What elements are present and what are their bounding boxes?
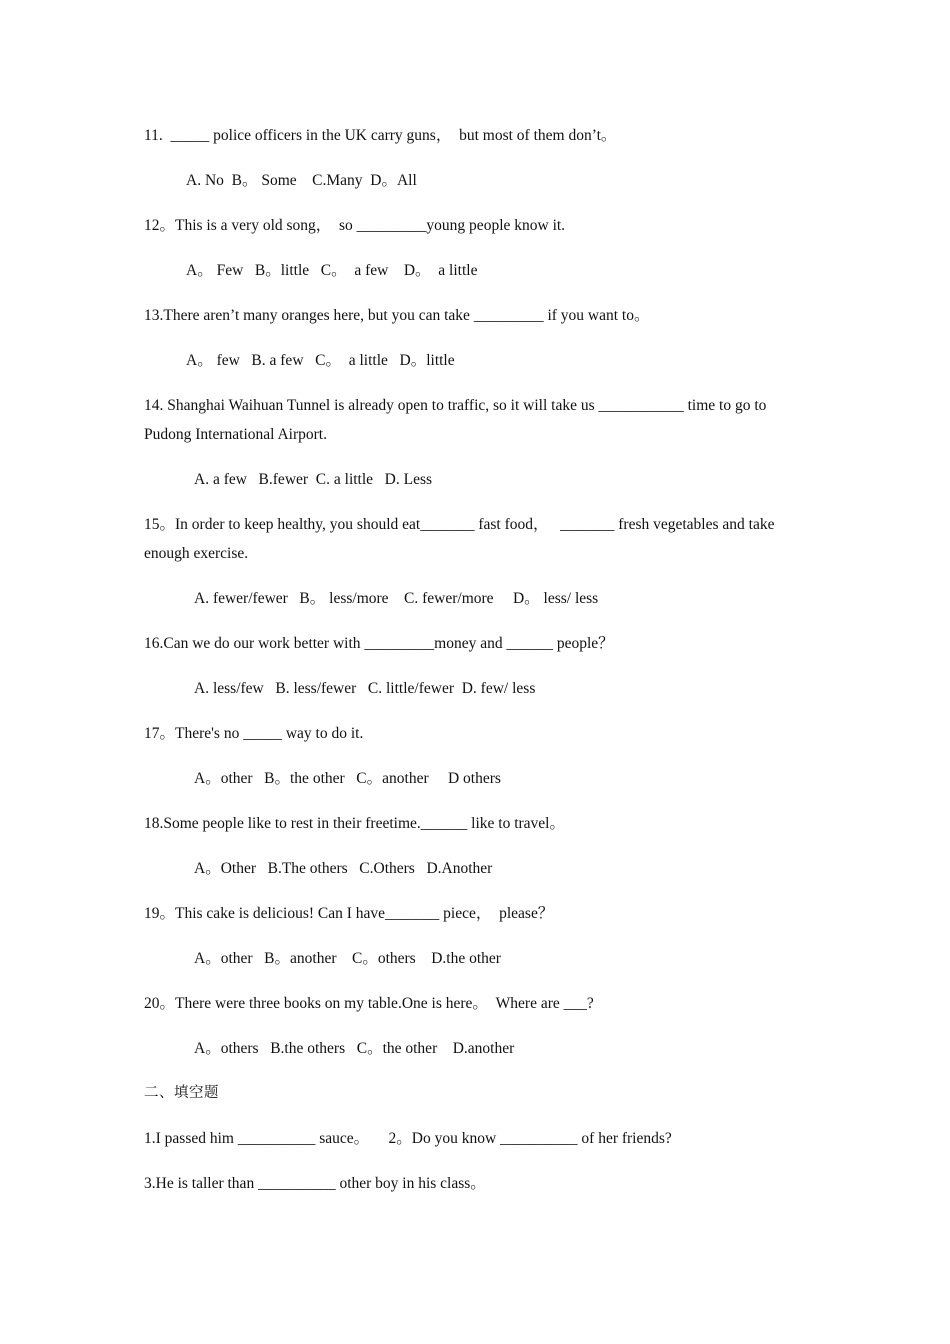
question-options: A。 few B. a few C。 a little D。little — [186, 352, 455, 369]
question-options: A。others B.the others C。the other D.another — [194, 1040, 515, 1057]
fill-blank-line: 1.I passed him __________ sauce。 2。Do you know __________ of her friends? — [144, 1130, 672, 1147]
question-16 — [144, 629, 814, 703]
question-11 — [144, 121, 814, 195]
question-stem: 18.Some people like to rest in their freetime.______ like to travel。 — [144, 815, 565, 832]
question-stem: 14. Shanghai Waihuan Tunnel is already open to traffic, so it will take us ___________ time to go to Pudong International Airport. — [144, 397, 771, 443]
question-options: A。other B。another C。others D.the other — [194, 950, 501, 967]
section-heading: 二、填空题 — [144, 1085, 219, 1101]
exercise-content — [144, 121, 814, 1214]
question-20 — [144, 989, 814, 1063]
question-stem: 15。In order to keep healthy, you should eat_______ fast food， _______ fresh vegetables and take enough exercise. — [144, 516, 779, 562]
question-options: A。other B。the other C。another D others — [194, 770, 501, 787]
question-19 — [144, 899, 814, 973]
question-stem: 11. _____ police officers in the UK carry guns， but most of them don’t。 — [144, 127, 617, 144]
question-stem: 16.Can we do our work better with _________money and ______ people？ — [144, 635, 614, 652]
fill-blank-line: 3.He is taller than __________ other boy in his class。 — [144, 1175, 486, 1192]
question-14 — [144, 391, 814, 494]
question-stem: 17。There's no _____ way to do it. — [144, 725, 364, 742]
question-stem: 20。There were three books on my table.One is here。 Where are ___? — [144, 995, 594, 1012]
question-18 — [144, 809, 814, 883]
question-stem: 13.There aren’t many oranges here, but you can take _________ if you want to。 — [144, 307, 650, 324]
question-options: A. less/few B. less/fewer C. little/fewer D. few/ less — [194, 680, 536, 697]
question-stem: 12。This is a very old song， so _________young people know it. — [144, 217, 566, 234]
question-13 — [144, 301, 814, 375]
question-options: A. fewer/fewer B。 less/more C. fewer/more D。 less/ less — [194, 590, 599, 607]
question-options: A。 Few B。little C。 a few D。 a little — [186, 262, 478, 279]
question-12 — [144, 211, 814, 285]
question-options: A. a few B.fewer C. a little D. Less — [194, 471, 433, 488]
question-options: A。Other B.The others C.Others D.Another — [194, 860, 493, 877]
question-stem: 19。This cake is delicious! Can I have_______ piece， please？ — [144, 905, 554, 922]
question-17 — [144, 719, 814, 793]
question-options: A. No B。 Some C.Many D。All — [186, 172, 417, 189]
question-15 — [144, 510, 814, 613]
